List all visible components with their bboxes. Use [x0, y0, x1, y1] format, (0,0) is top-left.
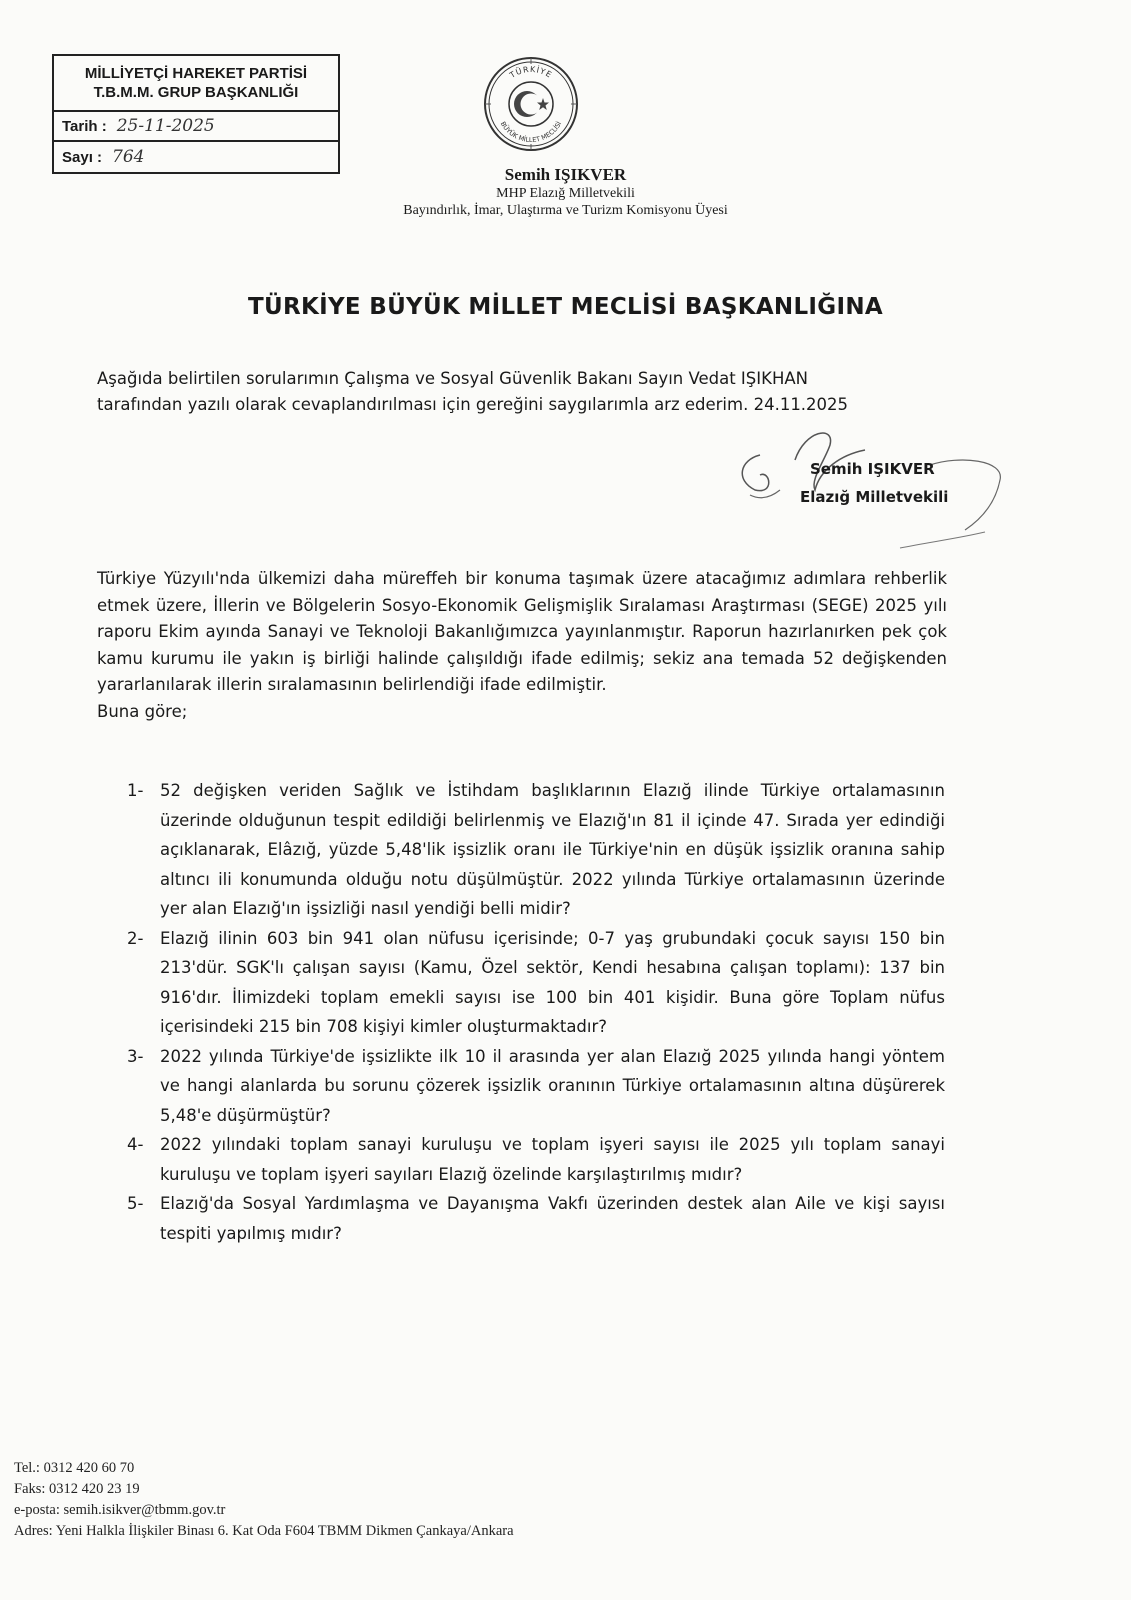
question-number: 2- [127, 928, 144, 948]
stamp-date-value: 25-11-2025 [116, 116, 215, 136]
stamp-number-value: 764 [112, 147, 145, 167]
sender-header [0, 165, 1131, 219]
stamp-group-name: T.B.M.M. GRUP BAŞKANLIĞI [93, 84, 299, 101]
body-text: Türkiye Yüzyılı'nda ülkemizi daha müreffeh bir konuma taşımak üzere atacağımız adımlara rehberlik etmek üzere, İllerin ve Bölgelerin Sosyo-Ekonomik Gelişmişlik Sıralaması Araştırması (SEGE) 2025 yılı raporu Ekim ayında Sanayi ve Teknoloji Bakanlığımızca yayınlanmıştır. Raporun hazırlanırken pek çok kamu kurumu ile yakın iş birliği halinde çalışıldığı ifade edilmiş; sekiz ana temada 52 değişkenden yararlanılarak illerin sıralamasının belirlendiği ifade edilmiştir. [97, 569, 947, 694]
list-item [127, 776, 945, 924]
list-item [127, 1130, 945, 1189]
seal-text-bottom: BÜYÜK MİLLET MECLİSİ [498, 120, 564, 145]
stamp-party-name: MİLLİYETÇİ HAREKET PARTİSİ [84, 65, 308, 82]
stamp-date-row [54, 112, 338, 142]
seal-text-top: TÜRKİYE [508, 64, 554, 80]
signature-name: Semih IŞIKVER [810, 460, 935, 478]
document-title: TÜRKİYE BÜYÜK MİLLET MECLİSİ BAŞKANLIĞINA [248, 294, 883, 320]
signature-block [800, 455, 948, 511]
list-item [127, 1042, 945, 1131]
contact-footer [14, 1458, 514, 1542]
footer-email: e-posta: semih.isikver@tbmm.gov.tr [14, 1502, 226, 1518]
footer-fax: Faks: 0312 420 23 19 [14, 1481, 140, 1497]
question-text: 52 değişken veriden Sağlık ve İstihdam başlıklarının Elazığ ilinde Türkiye ortalamasının üzerinde olduğunun tespit edildiği belirlenmiş ve Elazığ'ın 81 il içinde 47. Sırada yer edindiği açıklanarak, Elâzığ, yüzde 5,48'lik işsizlik oranı ile Türkiye'nin en düşük işsizlik oranına sahip altıncı ili konumunda olduğu notu düşülmüştür. 2022 yılında Türkiye ortalamasının üzerinde yer alan Elazığ'ın işsizliği nasıl yendiği belli midir? [160, 781, 945, 918]
question-number: 5- [127, 1194, 144, 1213]
footer-address: Adres: Yeni Halkla İlişkiler Binası 6. Kat Oda F604 TBMM Dikmen Çankaya/Ankara [14, 1523, 514, 1539]
stamp-number-label: Sayı : [62, 148, 103, 166]
sender-committee: Bayındırlık, İmar, Ulaştırma ve Turizm Komisyonu Üyesi [403, 203, 728, 218]
signature-title: Elazığ Milletvekili [800, 488, 949, 506]
svg-text:BÜYÜK MİLLET MECLİSİ [499, 120, 563, 144]
svg-text:TÜRKİYE [507, 65, 553, 81]
sender-role: MHP Elazığ Milletvekili [496, 186, 635, 201]
footer-tel: Tel.: 0312 420 60 70 [14, 1460, 135, 1476]
list-item [127, 924, 945, 1042]
registry-stamp [52, 54, 340, 174]
question-text: 2022 yılındaki toplam sanayi kuruluşu ve toplam işyeri sayısı ile 2025 yılı toplam sanayi kuruluşu ve toplam işyeri sayıları Elazığ özelinde karşılaştırılmış mıdır? [160, 1135, 945, 1184]
body-closing: Buna göre; [97, 701, 188, 721]
question-list [127, 776, 945, 1248]
stamp-header [54, 56, 338, 112]
sender-name: Semih IŞIKVER [504, 165, 627, 184]
stamp-date-label: Tarih : [62, 117, 107, 135]
tbmm-seal-icon [483, 56, 579, 152]
list-item [127, 1189, 945, 1248]
question-text: 2022 yılında Türkiye'de işsizlikte ilk 10 il arasında yer alan Elazığ 2025 yılında hangi yöntem ve hangi alanlarda bu sorunu çözerek işsizlik oranının Türkiye ortalamasının altına düşürerek 5,48'e düşürmüştür? [160, 1046, 945, 1125]
question-number: 1- [127, 781, 144, 800]
question-number: 3- [127, 1046, 144, 1066]
question-text: Elazığ'da Sosyal Yardımlaşma ve Dayanışma Vakfı üzerinden destek alan Aile ve kişi sayısı tespiti yapılmış mıdır? [160, 1194, 945, 1243]
intro-paragraph: Aşağıda belirtilen sorularımın Çalışma ve Sosyal Güvenlik Bakanı Sayın Vedat IŞIKHAN tarafından yazılı olarak cevaplandırılması için gereğini saygılarımla arz ederim. 24.11.2025 [97, 369, 849, 414]
question-text: Elazığ ilinin 603 bin 941 olan nüfusu içerisinde; 0-7 yaş grubundaki çocuk sayısı 150 bin 213'dür. SGK'lı çalışan sayısı (Kamu, Özel sektör, Kendi hesabına çalışan toplamı): 137 bin 916'dır. İlimizdeki toplam emekli sayısı ise 100 bin 401 kişidir. Buna göre Toplam nüfus içerisindeki 215 bin 708 kişiyi kimler oluşturmaktadır? [160, 928, 945, 1036]
question-number: 4- [127, 1135, 144, 1154]
body-paragraph [97, 566, 947, 725]
